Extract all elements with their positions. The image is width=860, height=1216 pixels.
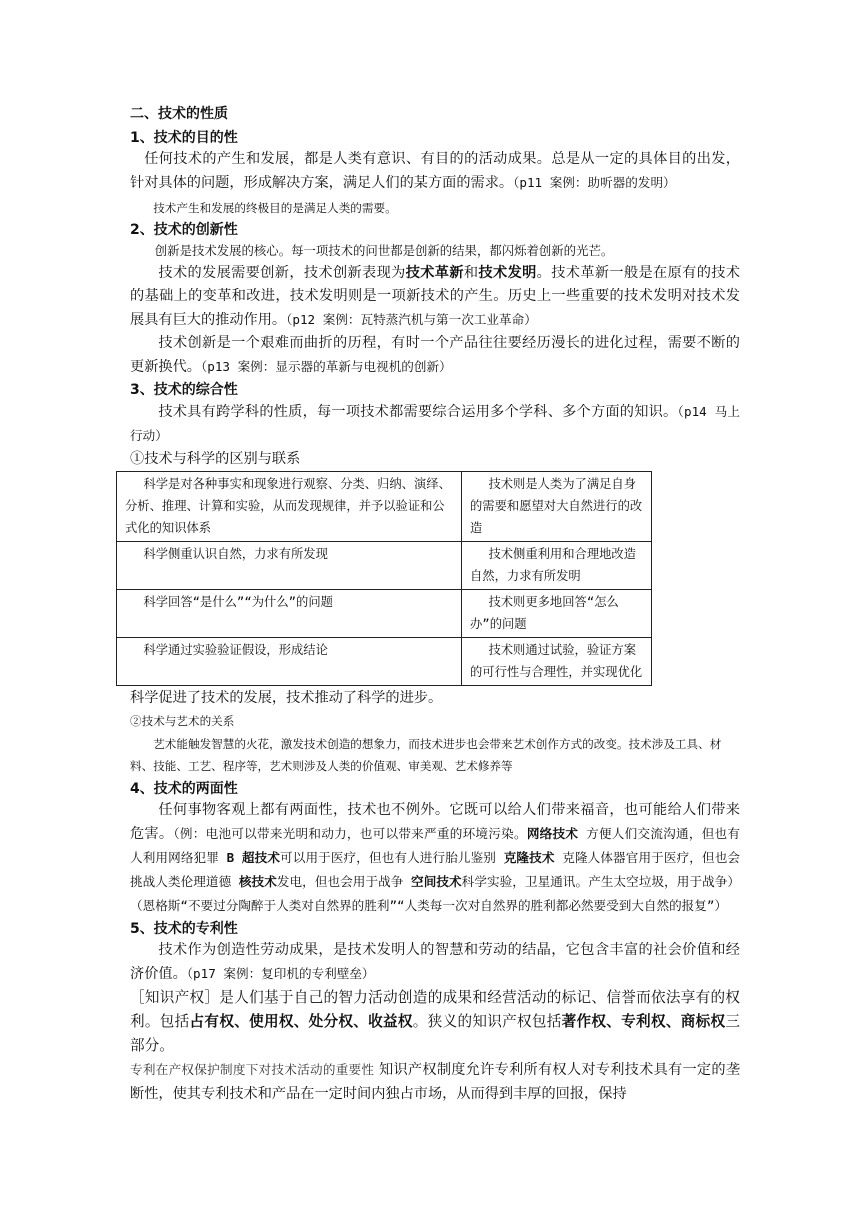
patent-text-3a: 专利在产权保护制度下对技术活动的重要性 xyxy=(130,1062,375,1077)
purpose-case: （p11 案例：助听器的发明） xyxy=(513,175,676,190)
sub-science-tech: ①技术与科学的区别与联系 xyxy=(130,451,301,467)
sub-art-tech: ②技术与艺术的关系 xyxy=(130,714,235,728)
patent-text-3b: 知识产权制度允许专利所有权人对专利技术具有一定的垄断性，使其专利技术和产品在一定时间内独占市场，从而得到丰厚的回报，保持 xyxy=(130,1062,741,1102)
dual-ex-3: 方便人们交流沟通，但也有人利用网络犯罪 xyxy=(130,826,741,865)
inno-text-3: 技术创新是一个艰难而曲折的历程，有时一个产品往往要经历漫长的进化过程，需要不断的更新换代。 xyxy=(130,335,740,375)
purpose-paragraph xyxy=(130,148,740,195)
document-page xyxy=(125,104,741,1106)
purpose-note: 技术产生和发展的终极目的是满足人类的需要。 xyxy=(153,201,397,215)
art-paragraph: 艺术能触发智慧的火花，激发技术创造的想象力，而技术进步也会带来艺术创作方式的改变。技术涉及工具、材料、技能、工艺、程序等，艺术则涉及人类的价值观、审美观、艺术修养等 xyxy=(130,737,722,773)
dual-bold-nuclear: 核技术 xyxy=(238,874,277,889)
purpose-text: 任何技术的产生和发展，都是人类有意识、有目的的活动成果。总是从一定的具体目的出发，针对具体的问题，形成解决方案，满足人们的某方面的需求。 xyxy=(130,151,740,191)
table-row xyxy=(117,590,652,638)
dual-ex-7: 克隆人体器官用于医疗，但也会挑战人类伦理道德 xyxy=(130,850,740,889)
table-cell: 科学是对各种事实和现象进行观察、分类、归纳、演绎、分析、推理、计算和实验，从而发现规律，并予以验证和公式化的知识体系 xyxy=(117,472,462,542)
dual-ex-1: （例：电池可以带来光明和动力，也可以带来严重的环境污染。 xyxy=(173,826,527,841)
dual-ex-5: 可以用于医疗，但也有人进行胎儿鉴别 xyxy=(280,850,504,865)
table-cell: 技术则是人类为了满足自身的需要和愿望对大自然进行的改造 xyxy=(462,472,652,542)
patent-text-1: 技术作为创造性劳动成果，是技术发明人的智慧和劳动的结晶，它包含丰富的社会价值和经济价值。 xyxy=(130,942,740,982)
dual-bold-network: 网络技术 xyxy=(526,826,579,841)
dual-ex-9: 发电，但也会用于战争 xyxy=(276,874,412,889)
inno-case-13: （p13 案例：显示器的革新与电视机的创新） xyxy=(200,359,452,374)
heading-innovation: 2、技术的创新性 xyxy=(130,222,238,238)
innovation-intro: 创新是技术发展的核心。每一项技术的问世都是创新的结果，都闪烁着创新的光芒。 xyxy=(154,243,614,258)
inno-case-12: （p12 案例：瓦特蒸汽机与第一次工业革命） xyxy=(286,312,537,327)
comprehensive-paragraph xyxy=(130,400,740,448)
inno-bold-reform: 技术革新 xyxy=(405,265,464,281)
science-tech-table xyxy=(116,471,652,686)
inno-text-a: 技术的发展需要创新，技术创新表现为 xyxy=(158,265,406,281)
heading-patent: 5、技术的专利性 xyxy=(130,921,238,937)
heading-comprehensive: 3、技术的综合性 xyxy=(130,382,238,398)
section-title: 二、技术的性质 xyxy=(130,106,228,122)
table-cell: 科学通过实验验证假设，形成结论 xyxy=(117,638,462,686)
patent-bold-rights: 占有权、使用权、处分权、收益权 xyxy=(189,1013,413,1030)
table-cell: 科学回答“是什么”“为什么”的问题 xyxy=(117,590,462,638)
inno-bold-invention: 技术发明 xyxy=(478,265,537,281)
comp-case: （p14 马上行动） xyxy=(130,404,740,443)
patent-paragraph-3 xyxy=(130,1058,740,1106)
table-cell: 科学侧重认识自然，力求有所发现 xyxy=(117,542,462,590)
innovation-paragraph-3 xyxy=(130,332,740,379)
patent-bold-ip: 著作权、专利权、商标权 xyxy=(561,1013,726,1030)
inno-text-and: 和 xyxy=(463,265,479,281)
dual-examples xyxy=(130,826,740,913)
dual-bold-clone: 克隆技术 xyxy=(503,850,555,865)
dual-bold-space: 空间技术 xyxy=(411,874,462,889)
table-row xyxy=(117,638,652,686)
patent-text-e: 三部分。 xyxy=(130,1013,740,1054)
innovation-paragraph-2 xyxy=(130,262,740,332)
patent-paragraph-2 xyxy=(130,986,740,1058)
inno-text-e: 。技术革新一般是在原有的技术的基础上的变革和改进，技术发明则是一项新技术的产生。历史上一些重要的技术发明对技术发展具有巨大的推动作用。 xyxy=(130,265,740,328)
table-row xyxy=(117,472,652,542)
dual-ex-11: 科学实验，卫星通讯。产生太空垃圾，用于战争）（恩格斯“不要过分陶醉于人类对自然界的胜利”“人类每一次对自然界的胜利都必然要受到大自然的报复”） xyxy=(130,874,741,913)
heading-purpose: 1、技术的目的性 xyxy=(130,130,238,146)
table-cell: 技术则通过试验，验证方案的可行性与合理性，并实现优化 xyxy=(462,638,652,686)
dual-text: 任何事物客观上都有两面性，技术也不例外。它既可以给人们带来福音，也可能给人们带来危害。 xyxy=(130,802,740,842)
duality-paragraph xyxy=(130,799,740,918)
patent-case-17: （p17 案例：复印机的专利壁垒） xyxy=(186,966,375,981)
table-cell: 技术侧重利用和合理地改造自然，力求有所发明 xyxy=(462,542,652,590)
table-row xyxy=(117,542,652,590)
table-cell: 技术则更多地回答“怎么办”的问题 xyxy=(462,590,652,638)
patent-paragraph-1 xyxy=(130,939,740,986)
heading-duality: 4、技术的两面性 xyxy=(130,781,238,797)
patent-text-c: 。狭义的知识产权包括 xyxy=(412,1013,562,1030)
comp-text: 技术具有跨学科的性质，每一项技术都需要综合运用多个学科、多个方面的知识。 xyxy=(158,404,678,420)
after-table-text: 科学促进了技术的发展，技术推动了科学的进步。 xyxy=(130,690,443,706)
patent-text-a: ［知识产权］是人们基于自己的智力活动创造的成果和经营活动的标记、信誉而依法享有的权利。包括 xyxy=(130,989,740,1030)
dual-bold-bultrasound: B 超技术 xyxy=(226,850,281,865)
